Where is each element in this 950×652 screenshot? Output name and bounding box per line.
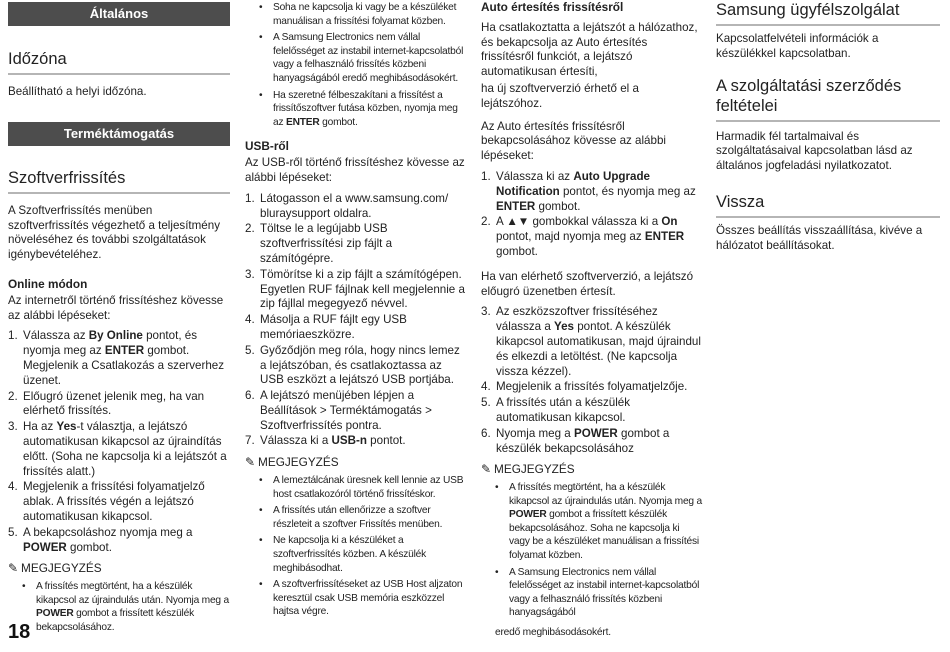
list-item: • Ha szeretné félbeszakítani a frissítést a frissítőszoftver futása közben, nyomja meg az ENTER gombot.	[259, 89, 467, 130]
software-update-heading: Szoftverfrissítés	[8, 168, 230, 194]
reset-heading: Vissza	[716, 192, 940, 218]
usb-intro: Az USB-ről történő frissítéshez kövesse az alábbi lépéseket:	[245, 156, 465, 184]
usb-heading: USB-ről	[245, 139, 289, 154]
reset-text: Összes beállítás visszaállítása, kivéve a hálózatot beállításokat.	[716, 223, 923, 252]
list-item: 4. Megjelenik a frissítés folyamatjelzője.	[481, 380, 688, 394]
list-item: 1. Válassza az By Online pontot, és nyomja meg az ENTER gombot. Megjelenik a Csatlakozás a szerverhez üzenet.	[8, 329, 225, 387]
section-bar-general: Általános	[8, 2, 230, 26]
customer-service-heading: Samsung ügyfélszolgálat	[716, 0, 940, 26]
customer-service-text: Kapcsolatfelvételi információk a készülékkel kapcsolatban.	[716, 32, 879, 60]
list-item: 2. Töltse le a legújabb USB szoftverfrissítési zip fájlt a számítógépre.	[245, 222, 393, 265]
notes-list	[8, 580, 230, 634]
list-item: 5. A frissítés után a készülék automatikusan kikapcsol.	[481, 396, 631, 424]
list-item: 1. Látogasson el a www.samsung.com/ bluraysupport oldalra.	[245, 191, 449, 220]
auto-text-3: Az Auto értesítés frissítésről bekapcsolásához kövesse az alábbi lépéseket:	[481, 119, 666, 163]
auto-steps-a	[481, 170, 702, 260]
timezone-text: Beállítható a helyi időzóna.	[8, 85, 147, 98]
list-item: 2. A ▲▼ gombokkal válassza ki a On pontot, majd nyomja meg az ENTER gombot.	[481, 215, 685, 258]
list-item: 7. Válassza ki a USB-n pontot.	[245, 434, 406, 448]
list-item: 6. Nyomja meg a POWER gombot a készülék bekapcsolásához	[481, 426, 670, 455]
update-available-text: Ha van elérhető szoftververzió, a lejátszó előugró üzenetben értesít.	[481, 269, 694, 298]
timezone-heading: Időzóna	[8, 49, 230, 75]
notes-list	[481, 481, 702, 640]
note-heading: ✎ MEGJEGYZÉS	[481, 462, 575, 477]
list-item: 6. A lejátszó menüjében lépjen a Beállítások > Terméktámogatás > Szoftverfrissítés pontra.	[245, 389, 432, 432]
pencil-icon: ✎	[481, 462, 492, 477]
list-item: 5. Győződjön meg róla, hogy nincs lemez a lejátszóban, és csatlakoztassa az USB eszközt a lejátszó USB portjába.	[245, 343, 460, 387]
list-item: eredő meghibásodásokért.	[495, 627, 611, 639]
list-item: • A Samsung Electronics nem vállal felelősséget az instabil internet-kapcsolatból vagy a felhasználó frissítés közbeni hanyagságából	[495, 566, 702, 620]
list-item: • A frissítés után ellenőrizze a szoftver részleteit a szoftver Frissítés menüben.	[259, 504, 467, 531]
list-item: • A lemeztálcának üresnek kell lennie az USB host csatlakozóról történő frissítéskor.	[259, 474, 467, 501]
list-item: • A frissítés megtörtént, ha a készülék kikapcsol az újraindulás után. Nyomja meg a POWER gombot a frissített készülék bekapcsolásához.	[22, 580, 230, 634]
list-item: • A szoftverfrissítéseket az USB Host aljzaton keresztül csak USB memória eszközzel hajtsa végre.	[259, 578, 467, 619]
pencil-icon: ✎	[8, 561, 19, 576]
list-item: • A frissítés megtörtént, ha a készülék kikapcsol az újraindulás után. Nyomja meg a POWER gombot a frissített készülék bekapcsolásához. Soha ne kapcsolja ki vagy be a készüléket manuálisan a frissítési folyamat közben.	[495, 481, 702, 563]
online-heading: Online módon	[8, 276, 88, 291]
list-item: 4. Másolja a RUF fájlt egy USB memóriaeszközre.	[245, 313, 407, 341]
list-item: • Soha ne kapcsolja ki vagy be a készüléket manuálisan a frissítési folyamat közben.	[259, 1, 467, 28]
list-item: 3. Az eszközszoftver frissítéséhez válassza a Yes pontot. A készülék kikapcsol automatikusan, majd újraindul és elkezdi a letöltést. (Ne kapcsolja vissza kézzel).	[481, 305, 701, 378]
notes-list	[245, 1, 467, 129]
list-item: 2. Előugró üzenet jelenik meg, ha van elérhető frissítés.	[8, 389, 205, 418]
online-intro: Az internetről történő frissítéshez kövesse az alábbi lépéseket:	[8, 293, 224, 322]
column-2	[245, 0, 467, 622]
section-bar-support: Terméktámogatás	[8, 122, 230, 146]
list-item: • Ne kapcsolja ki a készüléket a szoftverfrissítés közben. A készülék meghibásodhat.	[259, 534, 467, 575]
list-item: 4. Megjelenik a frissítési folyamatjelző ablak. A frissítés végén a lejátszó automatikusan kikapcsol.	[8, 480, 205, 523]
column-1	[8, 0, 230, 638]
list-item: 3. Ha az Yes-t választja, a lejátszó automatikusan kikapcsol az újraindítás előtt. (Soha ne kapcsolja ki a lejátszót a frissítés alatt.)	[8, 420, 227, 478]
auto-steps-b	[481, 305, 702, 456]
service-terms-heading: A szolgáltatási szerződés feltételei	[716, 76, 940, 122]
note-heading: ✎ MEGJEGYZÉS	[245, 455, 339, 470]
auto-text-2: ha új szoftververzió érhető el a lejátszóhoz.	[481, 81, 639, 110]
page-number: 18	[8, 621, 31, 643]
list-item: • A Samsung Electronics nem vállal felelősséget az instabil internet-kapcsolatból vagy a felhasználó frissítés közbeni hanyagságából eredő meghibásodásokért.	[259, 31, 467, 85]
pencil-icon: ✎	[245, 455, 256, 470]
list-item: 3. Tömörítse ki a zip fájlt a számítógépen. Egyetlen RUF fájlnak kell megjelennie a zip fájllal megegyező névvel.	[245, 267, 465, 311]
software-update-text: A Szoftverfrissítés menüben szoftverfrissítés végezhető a teljesítmény növeléséhez és további szolgáltatások igénybevételéhez.	[8, 203, 220, 262]
auto-notification-heading: Auto értesítés frissítésről	[481, 0, 624, 14]
auto-text-1: Ha csatlakoztatta a lejátszót a hálózathoz, és bekapcsolja az Auto értesítés frissítésről funkciót, a lejátszó automatikusan értesíti,	[481, 20, 698, 79]
online-steps	[8, 329, 230, 555]
list-item: 1. Válassza ki az Auto Upgrade Notification pontot, és nyomja meg az ENTER gombot.	[481, 169, 696, 213]
usb-steps	[245, 192, 467, 450]
notes-list	[245, 474, 467, 619]
column-3	[481, 0, 702, 643]
list-item: 5. A bekapcsoláshoz nyomja meg a POWER gombot.	[8, 525, 193, 554]
service-terms-text: Harmadik fél tartalmaival és szolgáltatásaival kapcsolatban lásd az általános jogfeladási nyilatkozatot.	[716, 129, 913, 173]
note-heading: ✎ MEGJEGYZÉS	[8, 561, 102, 576]
column-4	[716, 0, 940, 260]
